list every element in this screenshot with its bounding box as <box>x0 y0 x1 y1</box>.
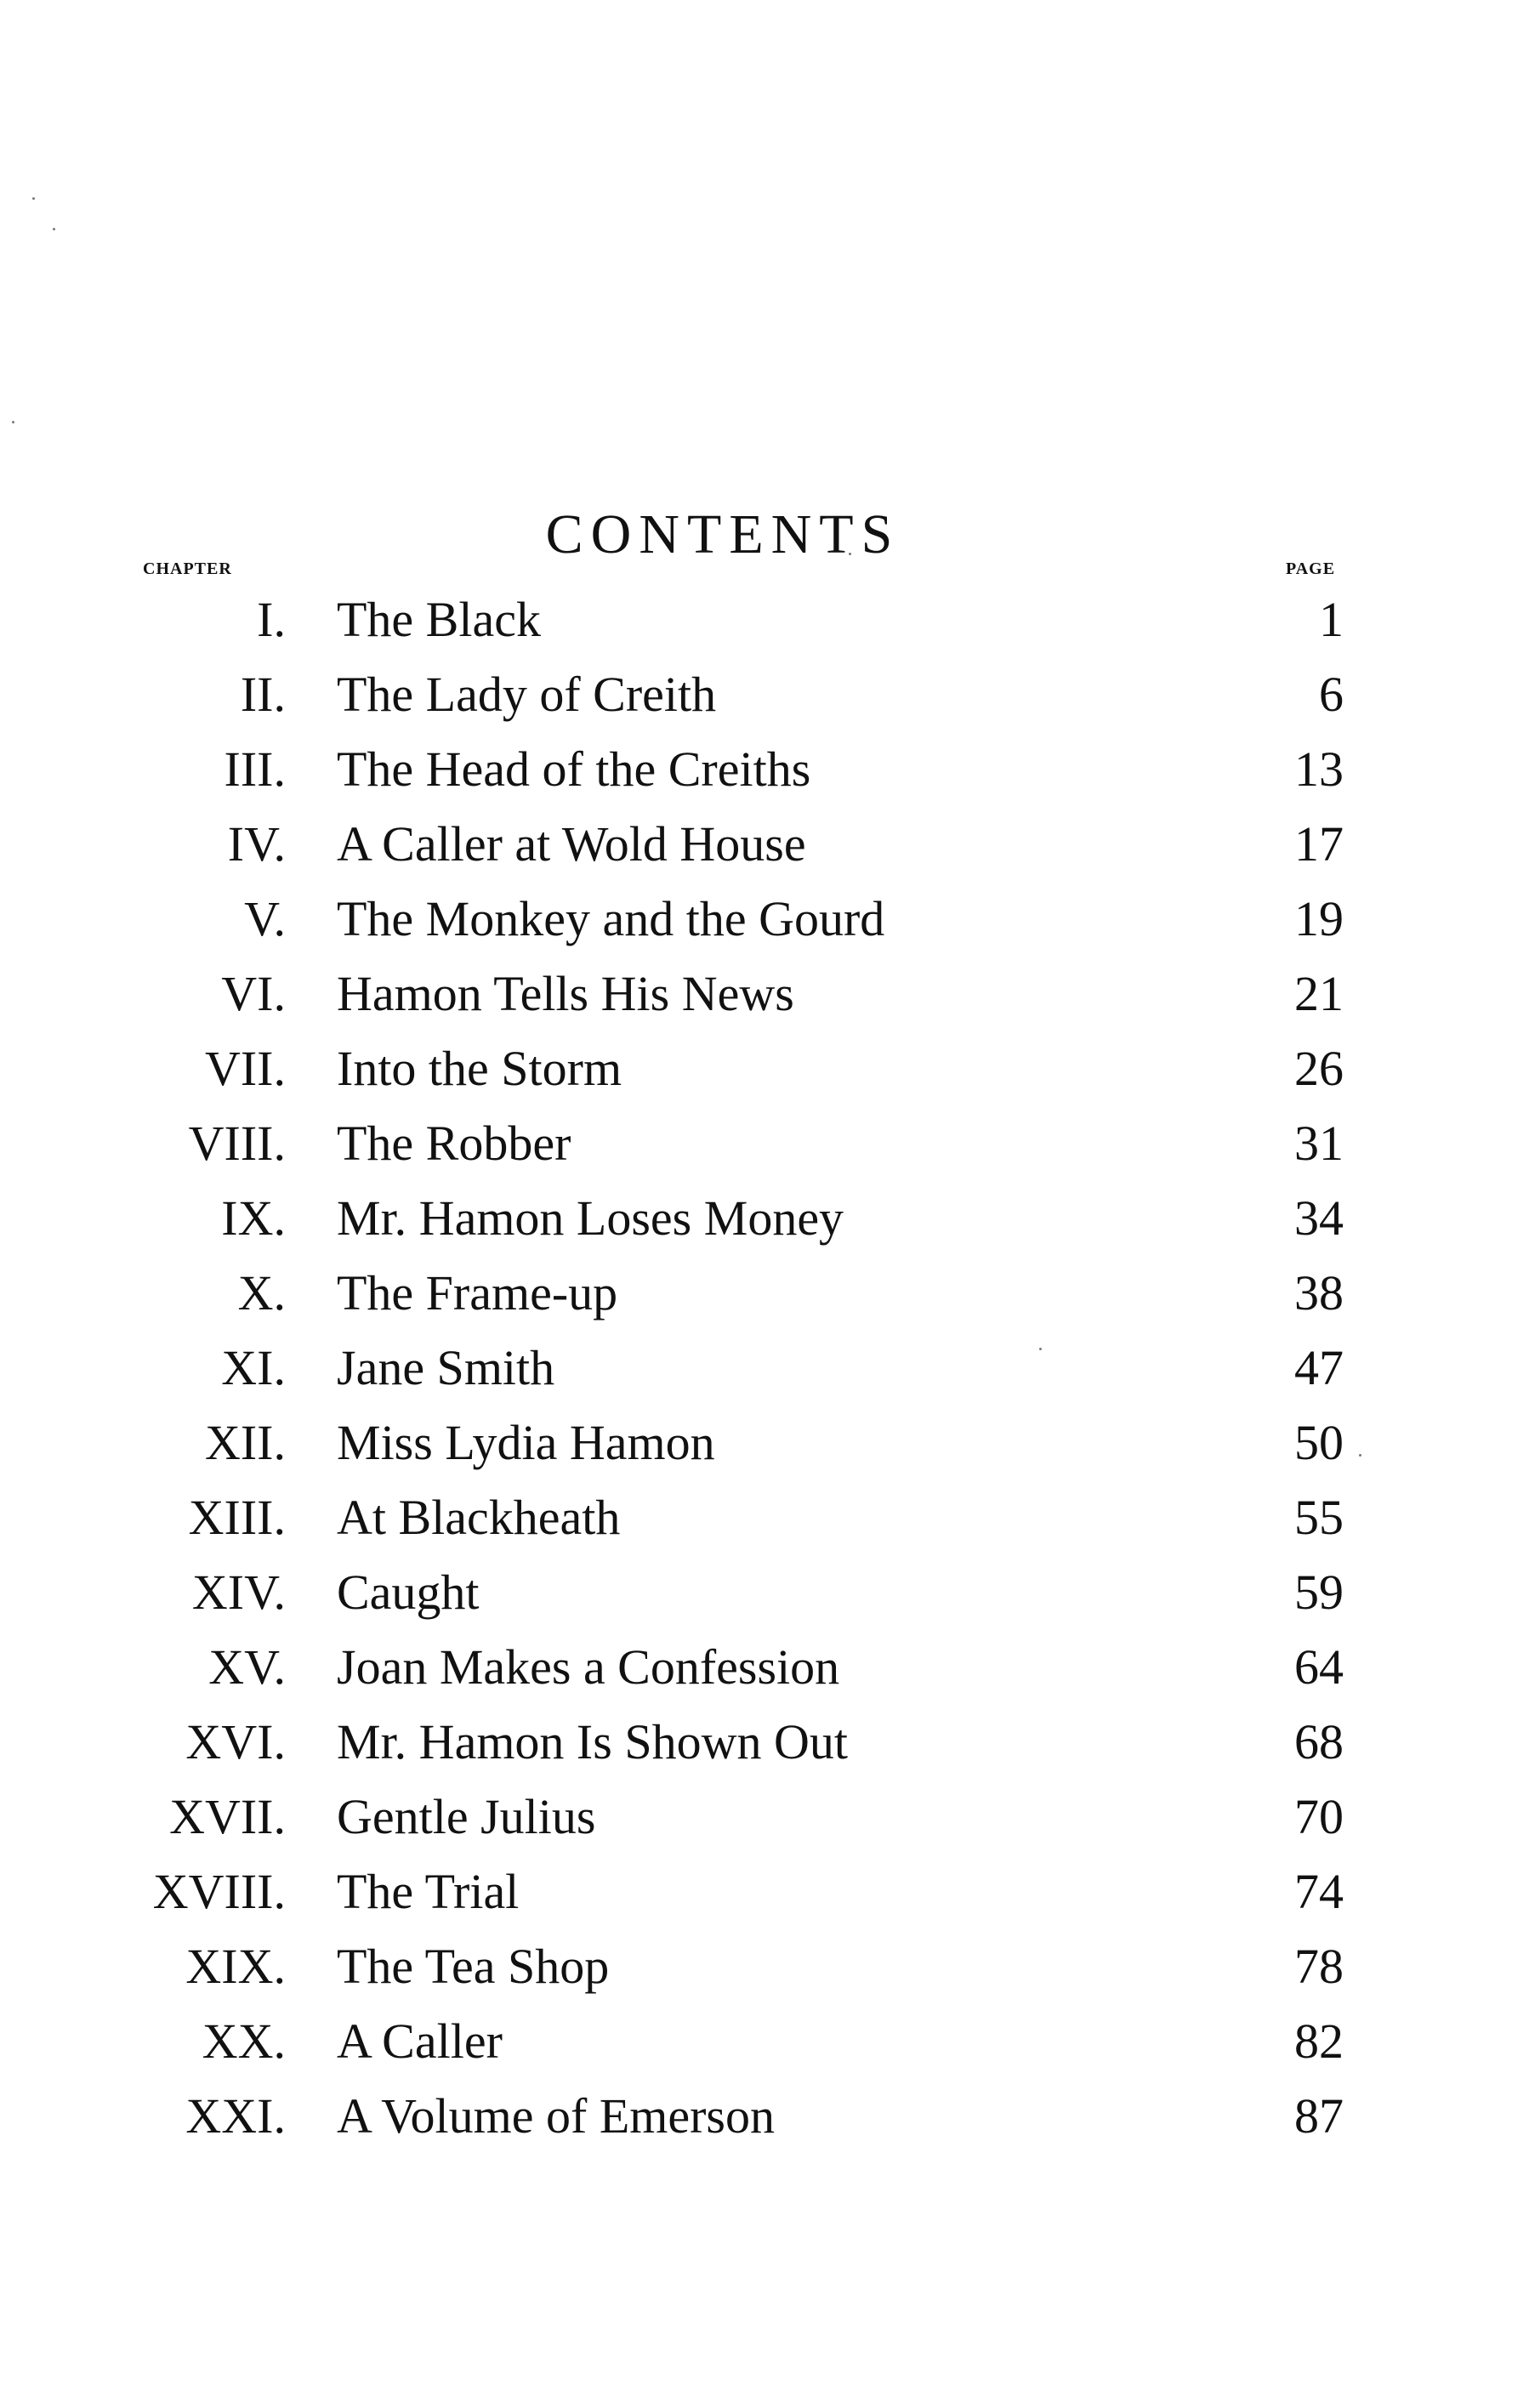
chapter-title: Gentle Julius <box>337 1789 596 1844</box>
toc-entry <box>0 1181 1529 1256</box>
toc-entry <box>0 807 1529 882</box>
toc-entry <box>0 732 1529 807</box>
toc-entry <box>0 1780 1529 1854</box>
paper-speck <box>32 197 35 200</box>
chapter-numeral: VII. <box>204 1041 286 1096</box>
toc-entry <box>0 1106 1529 1181</box>
page-number: 13 <box>1294 741 1344 797</box>
page-number: 59 <box>1294 1565 1344 1620</box>
chapter-title: Miss Lydia Hamon <box>337 1415 715 1470</box>
toc-entry <box>0 657 1529 732</box>
chapter-numeral: XIII. <box>188 1490 286 1545</box>
toc-entry <box>0 1705 1529 1780</box>
paper-speck <box>53 228 55 230</box>
chapter-numeral: IV. <box>227 816 286 872</box>
paper-speck <box>12 421 14 423</box>
toc-entry <box>0 1406 1529 1480</box>
page-number: 47 <box>1294 1340 1344 1395</box>
chapter-title: Into the Storm <box>337 1041 622 1096</box>
chapter-title: A Caller <box>337 2013 503 2069</box>
chapter-title: The Head of the Creiths <box>337 741 811 797</box>
page-number: 74 <box>1294 1864 1344 1919</box>
chapter-title: Joan Makes a Confession <box>337 1639 840 1695</box>
chapter-numeral: XIV. <box>191 1565 286 1620</box>
page-number: 31 <box>1294 1116 1344 1171</box>
chapter-numeral: IX. <box>221 1190 286 1246</box>
chapter-numeral: XI. <box>221 1340 286 1395</box>
chapter-numeral: II. <box>240 667 286 722</box>
page-number: 21 <box>1294 966 1344 1021</box>
chapter-numeral: XVII. <box>169 1789 286 1844</box>
chapter-title: Mr. Hamon Is Shown Out <box>337 1714 848 1769</box>
chapter-numeral: VIII. <box>188 1116 286 1171</box>
chapter-numeral: III. <box>224 741 286 797</box>
page-number: 82 <box>1294 2013 1344 2069</box>
page-number: 1 <box>1319 592 1344 647</box>
chapter-numeral: XVI. <box>185 1714 286 1769</box>
chapter-numeral: XX. <box>202 2013 286 2069</box>
chapter-title: Hamon Tells His News <box>337 966 794 1021</box>
page-number: 19 <box>1294 891 1344 946</box>
chapter-numeral: X. <box>237 1265 286 1320</box>
toc-entry <box>0 2004 1529 2079</box>
toc-entry <box>0 1555 1529 1630</box>
chapter-column-label: CHAPTER <box>143 559 232 578</box>
chapter-title: The Robber <box>337 1116 571 1171</box>
chapter-title: Jane Smith <box>337 1340 555 1395</box>
page-number: 6 <box>1319 667 1344 722</box>
chapter-title: Caught <box>337 1565 480 1620</box>
chapter-numeral: XVIII. <box>152 1864 286 1919</box>
toc-entry <box>0 1331 1529 1406</box>
page-number: 38 <box>1294 1265 1344 1320</box>
toc-entry <box>0 1480 1529 1555</box>
chapter-title: At Blackheath <box>337 1490 621 1545</box>
chapter-title: A Volume of Emerson <box>337 2088 776 2144</box>
page-number: 26 <box>1294 1041 1344 1096</box>
chapter-title: The Tea Shop <box>337 1939 610 1994</box>
page-number: 55 <box>1294 1490 1344 1545</box>
chapter-numeral: VI. <box>221 966 286 1021</box>
table-of-contents <box>0 582 1529 2154</box>
toc-entry <box>0 1929 1529 2004</box>
page-number: 34 <box>1294 1190 1344 1246</box>
toc-entry <box>0 1256 1529 1331</box>
chapter-numeral: XII. <box>204 1415 286 1470</box>
contents-heading: CONTENTS <box>545 503 901 566</box>
page-number: 78 <box>1294 1939 1344 1994</box>
page-number: 68 <box>1294 1714 1344 1769</box>
chapter-numeral: XXI. <box>185 2088 286 2144</box>
chapter-title: The Lady of Creith <box>337 667 717 722</box>
page-number: 87 <box>1294 2088 1344 2144</box>
chapter-title: The Frame-up <box>337 1265 618 1320</box>
chapter-title: A Caller at Wold House <box>337 816 806 872</box>
page-number: 50 <box>1294 1415 1344 1470</box>
chapter-title: The Trial <box>337 1864 520 1919</box>
chapter-title: The Black <box>337 592 541 647</box>
page-number: 17 <box>1294 816 1344 872</box>
toc-entry <box>0 1854 1529 1929</box>
chapter-title: Mr. Hamon Loses Money <box>337 1190 844 1246</box>
chapter-numeral: XIX. <box>185 1939 286 1994</box>
toc-entry <box>0 957 1529 1031</box>
toc-entry <box>0 2079 1529 2154</box>
chapter-numeral: I. <box>257 592 286 647</box>
toc-entry <box>0 582 1529 657</box>
page-number: 70 <box>1294 1789 1344 1844</box>
chapter-title: The Monkey and the Gourd <box>337 891 885 946</box>
chapter-numeral: V. <box>244 891 286 946</box>
toc-entry <box>0 1031 1529 1106</box>
chapter-numeral: XV. <box>208 1639 286 1695</box>
toc-entry <box>0 1630 1529 1705</box>
toc-entry <box>0 882 1529 957</box>
page-column-label: PAGE <box>1286 559 1336 578</box>
page-number: 64 <box>1294 1639 1344 1695</box>
